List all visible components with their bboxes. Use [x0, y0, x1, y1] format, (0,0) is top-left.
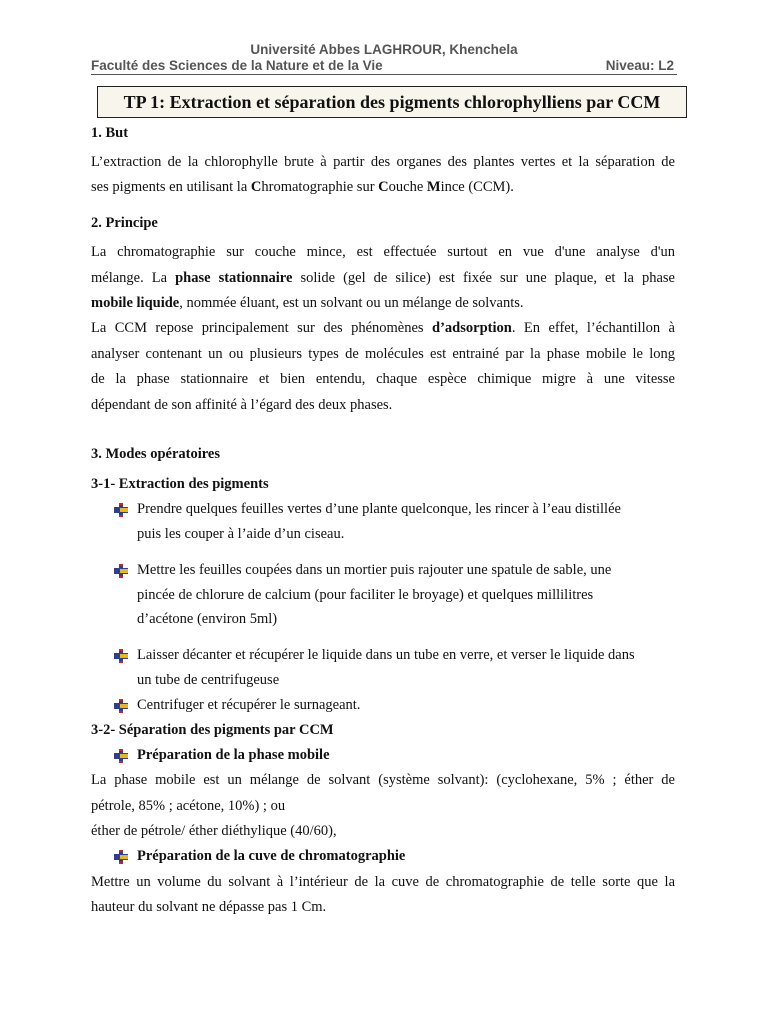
arrow-bullet-icon	[113, 850, 129, 864]
university-name: Université Abbes LAGHROUR, Khenchela	[250, 42, 518, 57]
section-heading-principe: 2. Principe	[91, 215, 158, 231]
principe-line-3: mobile liquide, nommée éluant, est un solvant ou un mélange de solvants.	[91, 295, 524, 311]
phase-mobile-line-1: La phase mobile est un mélange de solvant (système solvant): (cyclohexane, 5% ; éther de	[91, 772, 675, 788]
subsection-separation: 3-2- Séparation des pigments par CCM	[91, 722, 334, 738]
bullet-3-line-2: un tube de centrifugeuse	[137, 672, 280, 688]
section-heading-but: 1. But	[91, 125, 129, 141]
arrow-bullet-icon	[113, 649, 129, 663]
arrow-bullet-icon	[113, 564, 129, 578]
principe-line-4: La CCM repose principalement sur des phénomènes d’adsorption. En effet, l’échantillon à	[91, 320, 675, 336]
but-line-1: L’extraction de la chlorophylle brute à partir des organes des plantes vertes et la séparation de	[91, 154, 675, 170]
subsection-extraction: 3-1- Extraction des pigments	[91, 476, 269, 492]
principe-line-1: La chromatographie sur couche mince, est effectuée surtout en vue d'une analyse d'un	[91, 244, 675, 260]
header-divider	[91, 74, 677, 75]
title-text: TP 1: Extraction et séparation des pigments chlorophylliens par CCM	[123, 91, 661, 112]
document-title	[97, 86, 687, 118]
arrow-bullet-icon	[113, 503, 129, 517]
bullet-2-line-1: Mettre les feuilles coupées dans un mortier puis rajouter une spatule de sable, une	[137, 562, 612, 578]
level-label: Niveau: L2	[605, 58, 674, 73]
section-heading-modes: 3. Modes opératoires	[91, 446, 220, 462]
bullet-phase-mobile: Préparation de la phase mobile	[137, 747, 330, 763]
principe-line-7: dépendant de son affinité à l’égard des deux phases.	[91, 397, 393, 413]
cuve-line-2: hauteur du solvant ne dépasse pas 1 Cm.	[91, 899, 327, 915]
bullet-1-line-2: puis les couper à l’aide d’un ciseau.	[137, 526, 345, 542]
but-line-2: ses pigments en utilisant la Chromatographie sur Couche Mince (CCM).	[91, 179, 514, 195]
phase-mobile-line-3: éther de pétrole/ éther diéthylique (40/60),	[91, 823, 337, 839]
principe-line-6: de la phase stationnaire et bien entendu, chaque espèce chimique migre à une vitesse	[91, 371, 675, 387]
bullet-2-line-2: pincée de chlorure de calcium (pour faciliter le broyage) et quelques millilitres	[137, 587, 594, 603]
phase-mobile-line-2: pétrole, 85% ; acétone, 10%) ; ou	[91, 798, 286, 814]
faculty-name: Faculté des Sciences de la Nature et de la Vie	[91, 58, 383, 73]
bullet-3-line-1: Laisser décanter et récupérer le liquide dans un tube en verre, et verser le liquide dans	[137, 647, 635, 663]
principe-line-5: analyser contenant un ou plusieurs types de molécules est entrainé par la phase mobile le long	[91, 346, 675, 362]
arrow-bullet-icon	[113, 699, 129, 713]
bullet-cuve: Préparation de la cuve de chromatographie	[137, 848, 406, 864]
bullet-2-line-3: d’acétone (environ 5ml)	[137, 611, 278, 627]
arrow-bullet-icon	[113, 749, 129, 763]
bullet-4: Centrifuger et récupérer le surnageant.	[137, 697, 361, 713]
bullet-1-line-1: Prendre quelques feuilles vertes d’une plante quelconque, les rincer à l’eau distillée	[137, 501, 621, 517]
cuve-line-1: Mettre un volume du solvant à l’intérieur de la cuve de chromatographie de telle sorte que la	[91, 874, 675, 890]
principe-line-2: mélange. La phase stationnaire solide (gel de silice) est fixée sur une plaque, et la phase	[91, 270, 675, 286]
